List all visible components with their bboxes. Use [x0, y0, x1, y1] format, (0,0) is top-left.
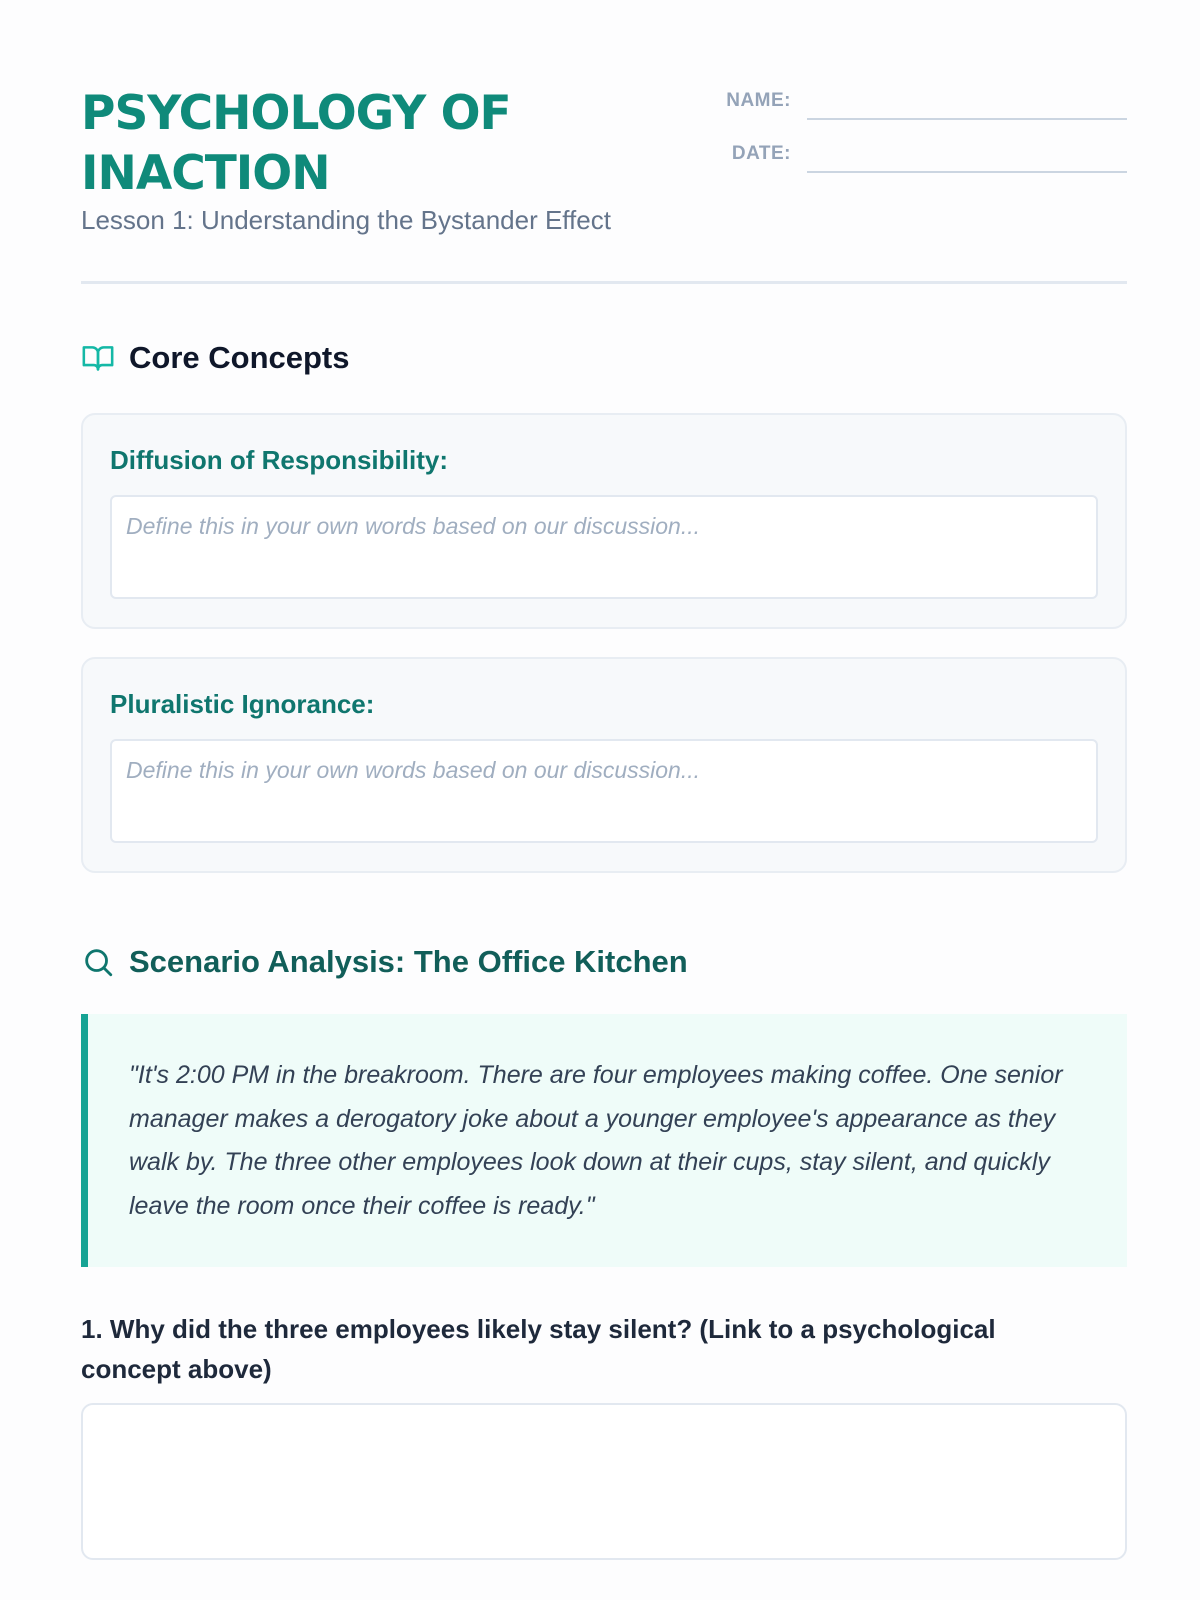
header-divider: [81, 281, 1127, 284]
page-title: PSYCHOLOGY OF INACTION: [81, 86, 511, 201]
core-concepts-heading: [81, 340, 349, 376]
core-concepts-title: Core Concepts: [129, 340, 350, 375]
scenario-heading: [81, 944, 688, 980]
scenario-title: Scenario Analysis: The Office Kitchen: [129, 944, 688, 979]
concept-label: Diffusion of Responsibility:: [110, 445, 448, 475]
date-label: DATE:: [731, 143, 791, 164]
concept-card-pluralistic: [81, 657, 1127, 873]
question-1: 1. Why did the three employees likely stay silent? (Link to a psychological concept above): [81, 1314, 996, 1384]
scenario-quote: [81, 1014, 1127, 1267]
worksheet-page: [81, 0, 1127, 1384]
concept-label: Pluralistic Ignorance:: [110, 689, 375, 719]
answer-input-1[interactable]: [81, 1403, 1127, 1560]
page-subtitle: Lesson 1: Understanding the Bystander Effect: [81, 205, 611, 235]
date-row: [731, 139, 1127, 173]
name-field[interactable]: [807, 86, 1127, 120]
name-label: NAME:: [726, 90, 791, 111]
book-open-icon: [81, 341, 115, 375]
date-field[interactable]: [807, 139, 1127, 173]
concept-definition-input[interactable]: [110, 739, 1098, 843]
concept-card-diffusion: [81, 413, 1127, 629]
worksheet-header: [81, 0, 1127, 284]
scenario-quote-text: "It's 2:00 PM in the breakroom. There are four employees making coffee. One senior manager makes a derogatory joke about a younger employee's appearance as they walk by. The three other employees look down at their cups, stay silent, and quickly leave the room once their coffee is ready.": [129, 1061, 1063, 1220]
search-icon: [81, 945, 115, 979]
concept-definition-input[interactable]: [110, 495, 1098, 599]
name-row: [726, 86, 1127, 120]
